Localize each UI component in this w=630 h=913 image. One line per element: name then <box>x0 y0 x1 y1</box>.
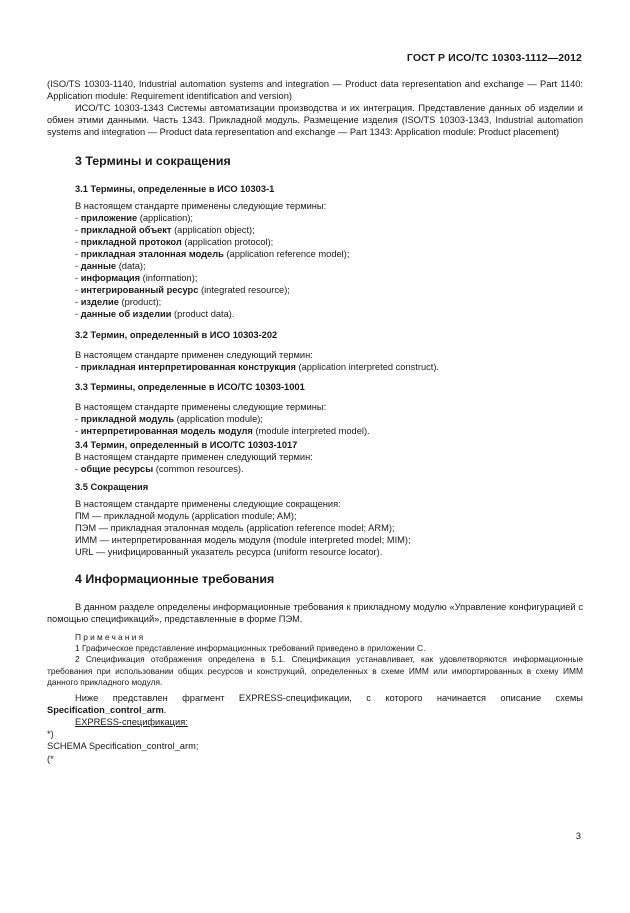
subsection-heading: 3.5 Сокращения <box>75 482 149 493</box>
term-english: (application protocol); <box>181 236 274 247</box>
term-english: (application object); <box>171 224 255 235</box>
term-item: - прикладная эталонная модель (application reference model); <box>75 248 350 259</box>
abbreviation-item: URL — унифицированный указатель ресурса (uniform resource locator). <box>75 546 383 557</box>
term-english: (application interpreted construct). <box>295 361 440 372</box>
subsection-heading: 3.4 Термин, определенный в ИСО/ТС 10303-1017 <box>75 440 298 451</box>
term-item: - общие ресурсы (common resources). <box>75 464 244 475</box>
term: прикладной модуль <box>80 413 175 424</box>
intro-text: В настоящем стандарте применены следующие термины: <box>75 200 327 211</box>
term: прикладная эталонная модель <box>80 248 224 259</box>
body-paragraph: В данном разделе определены информационные требования к прикладному модулю «Управление конфигурацией с помощью спецификаций», представленные в форме ПЭМ. <box>47 602 583 625</box>
term-list <box>47 212 583 321</box>
term: изделие <box>80 297 119 308</box>
term: приложение <box>80 212 138 223</box>
abbreviation-item: ПЭМ — прикладная эталонная модель (application reference model; ARM); <box>75 522 395 533</box>
intro-text: В настоящем стандарте применен следующий термин: <box>75 452 313 463</box>
term-item: - интегрированный ресурс (integrated resource); <box>75 285 290 296</box>
subsection-heading: 3.2 Термин, определенный в ИСО 10303-202 <box>75 329 278 340</box>
abbreviation-item: ИММ — интерпретированная модель модуля (module interpreted model; MIM); <box>75 534 411 545</box>
sentence-end: . <box>163 705 167 716</box>
term-english: (application); <box>137 212 193 223</box>
section-heading: 3 Термины и сокращения <box>75 154 231 169</box>
term-item: - прикладной протокол (application protocol); <box>75 236 274 247</box>
abbreviation-item: ПМ — прикладной модуль (application module; AM); <box>75 510 297 521</box>
term-english: (application module); <box>174 413 263 424</box>
note-item: 1 Графическое представление информационных требований приведено в приложении С. <box>75 643 426 654</box>
subsection-heading: 3.1 Термины, определенные в ИСО 10303-1 <box>75 184 275 195</box>
term-item: - прикладной модуль (application module); <box>75 413 263 424</box>
term-item: - информация (information); <box>75 273 198 284</box>
express-intro-text: Ниже представлен фрагмент EXPRESS-спецификации, с которого начинается описание схемы <box>75 693 583 704</box>
term: общие ресурсы <box>80 464 154 475</box>
term: интерпретированная модель модуля <box>80 426 253 437</box>
term-english: (application reference model); <box>223 248 350 259</box>
term-english: (product); <box>118 297 162 308</box>
term-english: (product data). <box>171 309 235 320</box>
term: прикладная интерпретированная конструкция <box>80 361 296 372</box>
code-line: (* <box>47 753 54 764</box>
term-english: (information); <box>140 273 198 284</box>
term: данные <box>80 261 117 272</box>
page-number: 3 <box>575 831 581 841</box>
intro-text: В настоящем стандарте применены следующие термины: <box>75 401 327 412</box>
code-line: *) <box>47 729 54 740</box>
schema-name: Specification_control_arm <box>47 705 164 716</box>
term-english: (data); <box>116 261 146 272</box>
term-item: - прикладная интерпретированная конструкция (application interpreted construct). <box>75 361 440 372</box>
term-item: - прикладной объект (application object); <box>75 224 255 235</box>
term-item: - изделие (product); <box>75 297 162 308</box>
code-line: SCHEMA Specification_control_arm; <box>47 741 199 752</box>
term-english: (module interpreted model). <box>252 426 370 437</box>
term-item: - интерпретированная модель модуля (module interpreted model). <box>75 426 370 437</box>
term-item: - данные об изделии (product data). <box>75 309 235 320</box>
page-content <box>47 78 583 765</box>
term: прикладной объект <box>80 224 172 235</box>
term: прикладной протокол <box>80 236 182 247</box>
intro-text: В настоящем стандарте применены следующие сокращения: <box>75 498 341 509</box>
term-item: - приложение (application); <box>75 212 193 223</box>
term: интегрированный ресурс <box>80 285 199 296</box>
document-header: ГОСТ Р ИСО/ТС 10303-1112—2012 <box>406 52 582 64</box>
intro-text: В настоящем стандарте применен следующий термин: <box>75 349 313 360</box>
reference-paragraph: (ISO/TS 10303-1140, Industrial automation systems and integration — Product data representation and exchange — Part 1140: Application module: Requirement identification and version) <box>47 79 583 102</box>
notes-title: Примечания <box>75 632 146 643</box>
term: данные об изделии <box>80 309 172 320</box>
term-english: (integrated resource); <box>198 285 290 296</box>
note-item: 2 Спецификация отображения определена в 5.1. Спецификация устанавливает, как удовлетворяются информационные требования при использовании общих ресурсов и конструкций, определенных в схеме ИММ или импортированных в схему ИММ данного прикладного модуля. <box>47 654 583 687</box>
express-label <box>47 716 583 728</box>
body-paragraph <box>47 692 583 716</box>
term: информация <box>80 273 141 284</box>
reference-paragraph: ИСО/ТС 10303-1343 Системы автоматизации производства и их интеграция. Представление данных об изделии и обмен этими данными. Часть 1343. Прикладной модуль. Размещение изделия (ISO/TS 10303-1343, Industrial automation systems and integration — Product data representation and exchange — Part 1343: Application module: Product placement) <box>47 103 583 138</box>
term-english: (common resources). <box>153 464 244 475</box>
subsection-heading: 3.3 Термины, определенные в ИСО/ТС 10303-1001 <box>75 381 305 392</box>
term-item: - данные (data); <box>75 261 146 272</box>
express-label-text: EXPRESS-спецификация: <box>75 717 188 728</box>
section-heading: 4 Информационные требования <box>75 572 275 586</box>
